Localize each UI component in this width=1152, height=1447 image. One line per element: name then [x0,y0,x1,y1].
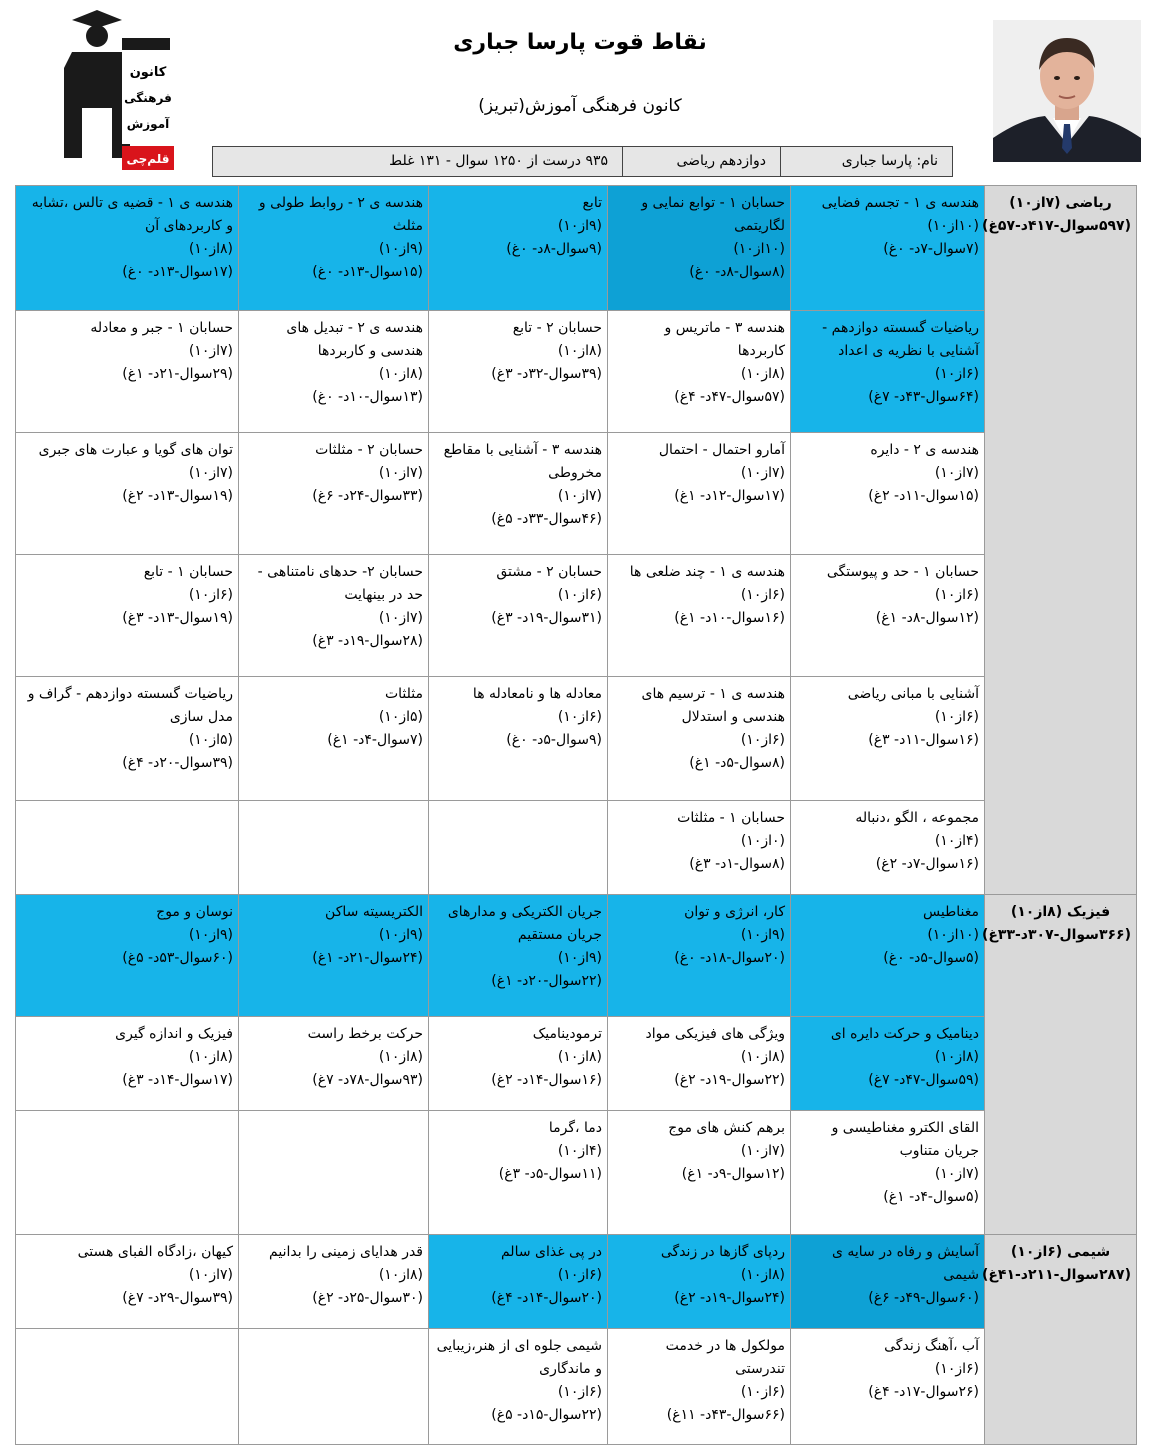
topic-score: (۵از۱۰) [378,709,423,725]
topic-stats: (۱۱سوال-۵د- ۳غ) [498,1166,602,1182]
topic-title: تابع [582,195,602,211]
topic-score: (۷از۱۰) [188,1267,233,1283]
table-row [16,555,1137,677]
topic-cell [429,1329,608,1445]
topic-score: (۷از۱۰) [934,465,979,481]
topic-cell [791,1111,985,1235]
student-name: نام: پارسا جباری [780,147,952,176]
topic-cell [791,801,985,895]
topic-title: حسابان ۱ - حد و پیوستگی [826,564,979,580]
topic-score: (۰از۱۰) [740,833,785,849]
topic-title: معادله ها و نامعادله ها [472,686,602,702]
topic-cell [791,555,985,677]
topic-stats: (۱۷سوال-۱۴د- ۳غ) [122,1072,233,1088]
table-row [16,433,1137,555]
topic-score: (۷از۱۰) [557,488,602,504]
topic-score: (۶از۱۰) [934,1361,979,1377]
topic-stats: (۵سوال-۴د- ۱غ) [883,1189,979,1205]
topic-stats: (۱۶سوال-۷د- ۲غ) [875,856,979,872]
topic-cell [608,1235,791,1329]
topic-stats: (۹۳سوال-۷۸د- ۷غ) [312,1072,423,1088]
topic-title: هندسه ی ۱ - ترسیم های هندسی و استدلال [641,686,785,725]
topic-stats: (۱۷سوال-۱۲د- ۱غ) [674,488,785,504]
topic-score: (۹از۱۰) [378,241,423,257]
topic-stats: (۲۰سوال-۱۴د- ۴غ) [491,1290,602,1306]
topic-cell [429,1235,608,1329]
table-row [16,1329,1137,1445]
empty-cell [16,1111,239,1235]
topic-score: (۱۰از۱۰) [733,241,785,257]
topic-score: (۶از۱۰) [557,587,602,603]
subject-title: شیمی (۶از۱۰) [1010,1244,1111,1260]
topic-stats: (۱۷سوال-۱۳د- ۰غ) [122,264,233,280]
topic-title: دما ،گرما [548,1120,602,1136]
topic-stats: (۲۴سوال-۲۱د- ۱غ) [312,950,423,966]
topic-stats: (۳۱سوال-۱۹د- ۳غ) [491,610,602,626]
topic-stats: (۲۹سوال-۲۱د- ۱غ) [122,366,233,382]
topic-title: هندسه ۳ - ماتریس و کاربردها [664,320,785,359]
topic-title: ویژگی های فیزیکی مواد [645,1026,785,1042]
topic-score: (۷از۱۰) [188,465,233,481]
subject-cell [981,1235,1137,1445]
topic-stats: (۹سوال-۸د- ۰غ) [506,241,602,257]
subject-stats: (۲۸۷سوال-۲۱۱د-۴۱غ) [981,1267,1131,1283]
topic-title: کار، انرژی و توان [684,904,785,920]
topic-title: هندسه ی ۱ - قضیه ی تالس ،تشابه و کاربردهای آن [31,195,233,234]
topic-stats: (۲۲سوال-۲۰د- ۱غ) [491,973,602,989]
table-row [16,1111,1137,1235]
topic-stats: (۶۶سوال-۴۳د- ۱۱غ) [666,1407,785,1423]
topic-score: (۱۰از۱۰) [927,927,979,943]
topic-title: ردپای گازها در زندگی [660,1244,785,1260]
topic-title: توان های گویا و عبارت های جبری [38,442,233,458]
topic-stats: (۵سوال-۵د- ۰غ) [883,950,979,966]
topic-stats: (۵۷سوال-۴۷د- ۴غ) [674,389,785,405]
topic-title: هندسه ی ۲ - روابط طولی و مثلث [258,195,423,234]
topic-cell [239,186,429,311]
topic-stats: (۹سوال-۵د- ۰غ) [506,732,602,748]
topic-cell [239,433,429,555]
topic-score: (۸از۱۰) [378,366,423,382]
page-title: نقاط قوت پارسا جباری [453,30,707,55]
table-row [16,801,1137,895]
topic-cell [791,677,985,801]
topic-score: (۶از۱۰) [557,1384,602,1400]
topic-title: کیهان ،زادگاه الفبای هستی [77,1244,233,1260]
topic-title: مثلثات [384,686,423,702]
topic-cell [608,1329,791,1445]
topic-cell [239,1235,429,1329]
empty-cell [239,1111,429,1235]
empty-cell [239,801,429,895]
topic-title: هندسه ی ۲ - دایره [870,442,979,458]
student-photo [993,20,1141,162]
topic-cell [16,555,239,677]
topic-title: حسابان ۱ - مثلثات [677,810,785,826]
topic-title: حسابان ۲ - مثلثات [315,442,423,458]
topic-title: هندسه ی ۲ - تبدیل های هندسی و کاربردها [286,320,423,359]
topic-cell [608,801,791,895]
topic-cell [429,555,608,677]
topic-score: (۷از۱۰) [188,343,233,359]
svg-text:آموزش: آموزش [126,117,170,131]
topic-cell [791,433,985,555]
topic-stats: (۸سوال-۵د- ۱غ) [689,755,785,771]
topic-cell [16,895,239,1017]
student-grade: دوازدهم ریاضی [622,147,780,176]
empty-cell [16,1329,239,1445]
topic-score: (۶از۱۰) [188,587,233,603]
topic-score: (۴از۱۰) [934,833,979,849]
table-row [16,311,1137,433]
topic-title: برهم کنش های موج [668,1120,785,1136]
topic-title: الکتریسیته ساکن [325,904,423,920]
topic-cell [429,895,608,1017]
topic-title: آسایش و رفاه در سایه ی شیمی [831,1244,979,1283]
overall-score: ۹۳۵ درست از ۱۲۵۰ سوال - ۱۳۱ غلط [389,153,608,169]
student-info-bar [212,146,953,177]
report-header [0,0,1152,180]
topic-score: (۱۰از۱۰) [927,218,979,234]
topic-stats: (۵۹سوال-۴۷د- ۷غ) [868,1072,979,1088]
topic-title: ریاضیات گسسته دوازدهم - گراف و مدل سازی [27,686,233,725]
topic-stats: (۲۶سوال-۱۷د- ۴غ) [868,1384,979,1400]
topic-stats: (۷سوال-۷د- ۰غ) [883,241,979,257]
empty-cell [239,1329,429,1445]
topic-score: (۸از۱۰) [378,1267,423,1283]
topic-score: (۶از۱۰) [934,587,979,603]
topic-stats: (۲۲سوال-۱۵د- ۵غ) [491,1407,602,1423]
topic-title: در پی غذای سالم [500,1244,602,1260]
topic-title: فیزیک و اندازه گیری [115,1026,233,1042]
topic-stats: (۶۰سوال-۵۳د- ۵غ) [122,950,233,966]
topic-title: هندسه ۳ - آشنایی با مقاطع مخروطی [443,442,602,481]
topic-score: (۹از۱۰) [740,927,785,943]
topic-title: آمارو احتمال - احتمال [658,442,785,458]
topic-cell [791,186,985,311]
topic-cell [429,186,608,311]
subject-cell [981,186,1137,895]
topic-cell [429,677,608,801]
topic-cell [791,1017,985,1111]
svg-text:قلم‌چی: قلم‌چی [126,152,170,166]
topic-stats: (۲۲سوال-۱۹د- ۲غ) [674,1072,785,1088]
topic-title: آب ،آهنگ زندگی [884,1338,979,1354]
subject-cell [981,895,1137,1235]
topic-stats: (۱۹سوال-۱۳د- ۳غ) [122,610,233,626]
topic-cell [239,677,429,801]
topic-stats: (۲۸سوال-۱۹د- ۳غ) [312,633,423,649]
topic-title: حسابان ۲- حدهای نامتناهی - حد در بینهایت [257,564,423,603]
topic-cell [239,555,429,677]
topic-stats: (۶۴سوال-۴۳د- ۷غ) [868,389,979,405]
topic-title: القای الکترو مغناطیسی و جریان متناوب [831,1120,979,1159]
empty-cell [16,801,239,895]
topic-score: (۸از۱۰) [557,1049,602,1065]
topic-score: (۶از۱۰) [557,1267,602,1283]
topic-title: آشنایی با مبانی ریاضی [847,686,979,702]
topic-score: (۹از۱۰) [557,950,602,966]
topic-stats: (۳۹سوال-۲۰د- ۴غ) [122,755,233,771]
subject-stats: (۵۹۷سوال-۴۱۷د-۵۷غ) [981,218,1131,234]
topic-stats: (۳۰سوال-۲۵د- ۲غ) [312,1290,423,1306]
topic-cell [608,433,791,555]
topic-score: (۶از۱۰) [557,709,602,725]
subject-title: فیزیک (۸از۱۰) [1010,904,1111,920]
topic-title: جریان الکتریکی و مدارهای جریان مستقیم [447,904,602,943]
topic-score: (۹از۱۰) [378,927,423,943]
topic-score: (۸از۱۰) [188,241,233,257]
topic-title: هندسه ی ۱ - چند ضلعی ها [629,564,785,580]
topic-cell [429,433,608,555]
topic-cell [791,311,985,433]
topic-score: (۶از۱۰) [934,366,979,382]
topic-cell [16,1235,239,1329]
topic-stats: (۱۶سوال-۱۴د- ۲غ) [491,1072,602,1088]
topic-title: مغناطیس [923,904,979,920]
topic-stats: (۱۲سوال-۹د- ۱غ) [681,1166,785,1182]
topic-stats: (۸سوال-۸د- ۰غ) [689,264,785,280]
topic-stats: (۸سوال-۱د- ۳غ) [689,856,785,872]
topic-title: حسابان ۱ - توابع نمایی و لگاریتمی [641,195,785,234]
topic-cell [429,311,608,433]
topic-score: (۸از۱۰) [740,366,785,382]
topic-stats: (۱۶سوال-۱۰د- ۱غ) [674,610,785,626]
topic-cell [429,1017,608,1111]
topic-cell [608,311,791,433]
subject-stats: (۳۶۶سوال-۳۰۷د-۳۳غ) [981,927,1131,943]
topic-title: حسابان ۱ - تابع [143,564,233,580]
topic-cell [16,311,239,433]
topic-score: (۷از۱۰) [740,465,785,481]
topic-cell [608,677,791,801]
subject-title: ریاضی (۷از۱۰) [1009,195,1112,211]
table-row [16,677,1137,801]
topic-title: مجموعه ، الگو ،دنباله [855,810,979,826]
topic-stats: (۱۹سوال-۱۳د- ۲غ) [122,488,233,504]
student-portrait-icon [993,20,1141,162]
svg-text:فرهنگی: فرهنگی [124,91,172,105]
topic-score: (۹از۱۰) [557,218,602,234]
topic-cell [16,433,239,555]
topic-cell [608,1017,791,1111]
topic-cell [16,677,239,801]
topic-score: (۷از۱۰) [378,610,423,626]
topic-stats: (۱۵سوال-۱۱د- ۲غ) [868,488,979,504]
topic-stats: (۳۹سوال-۲۹د- ۷غ) [122,1290,233,1306]
topic-cell [791,1235,985,1329]
topic-stats: (۶۰سوال-۴۹د- ۶غ) [868,1290,979,1306]
topic-score: (۴از۱۰) [557,1143,602,1159]
topic-title: مولکول ها در خدمت تندرستی [665,1338,785,1377]
topic-title: هندسه ی ۱ - تجسم فضایی [821,195,979,211]
kanoon-logo [52,8,177,173]
topic-cell [239,895,429,1017]
topic-stats: (۱۲سوال-۸د- ۱غ) [875,610,979,626]
topic-score: (۸از۱۰) [557,343,602,359]
topic-title: ترمودینامیک [532,1026,602,1042]
empty-cell [429,801,608,895]
topic-title: حسابان ۱ - جبر و معادله [90,320,233,336]
topic-title: حرکت برخط راست [307,1026,423,1042]
topic-score: (۵از۱۰) [188,732,233,748]
topic-score: (۹از۱۰) [188,927,233,943]
topic-cell [239,1017,429,1111]
topic-cell [608,895,791,1017]
table-row [16,186,1137,311]
topic-stats: (۳۹سوال-۳۲د- ۳غ) [491,366,602,382]
topic-cell [239,311,429,433]
topic-stats: (۲۴سوال-۱۹د- ۲غ) [674,1290,785,1306]
topic-score: (۷از۱۰) [378,465,423,481]
strengths-table [15,185,1137,1445]
topic-score: (۸از۱۰) [378,1049,423,1065]
topic-cell [791,895,985,1017]
topic-title: دینامیک و حرکت دایره ای [830,1026,979,1042]
topic-score: (۸از۱۰) [740,1267,785,1283]
topic-stats: (۴۶سوال-۳۳د- ۵غ) [491,511,602,527]
topic-score: (۷از۱۰) [934,1166,979,1182]
topic-score: (۷از۱۰) [740,1143,785,1159]
topic-stats: (۱۶سوال-۱۱د- ۳غ) [868,732,979,748]
topic-cell [429,1111,608,1235]
topic-title: نوسان و موج [156,904,233,920]
institute-name: کانون فرهنگی آموزش(تبریز) [478,96,682,116]
table-row [16,1235,1137,1329]
topic-cell [16,1017,239,1111]
table-row [16,1017,1137,1111]
topic-stats: (۷سوال-۴د- ۱غ) [327,732,423,748]
topic-cell [608,1111,791,1235]
topic-score: (۶از۱۰) [740,732,785,748]
topic-score: (۶از۱۰) [740,1384,785,1400]
topic-cell [16,186,239,311]
topic-cell [608,186,791,311]
topic-stats: (۲۰سوال-۱۸د- ۰غ) [674,950,785,966]
topic-title: حسابان ۲ - مشتق [496,564,602,580]
topic-stats: (۳۳سوال-۲۴د- ۶غ) [312,488,423,504]
topic-score: (۸از۱۰) [188,1049,233,1065]
topic-title: شیمی جلوه ای از هنر،زیبایی و ماندگاری [436,1338,602,1377]
topic-score: (۶از۱۰) [740,587,785,603]
topic-score: (۸از۱۰) [740,1049,785,1065]
topic-score: (۸از۱۰) [934,1049,979,1065]
svg-text:کانون: کانون [129,65,167,80]
topic-cell [791,1329,985,1445]
topic-stats: (۱۳سوال-۱۰د- ۰غ) [312,389,423,405]
topic-score: (۶از۱۰) [934,709,979,725]
table-row [16,895,1137,1017]
topic-cell [608,555,791,677]
topic-title: قدر هدایای زمینی را بدانیم [269,1244,423,1260]
topic-title: حسابان ۲ - تابع [512,320,602,336]
topic-stats: (۱۵سوال-۱۳د- ۰غ) [312,264,423,280]
graduate-logo-icon [52,8,177,173]
topic-title: ریاضیات گسسته دوازدهم - آشنایی با نظریه ی اعداد [822,320,979,359]
